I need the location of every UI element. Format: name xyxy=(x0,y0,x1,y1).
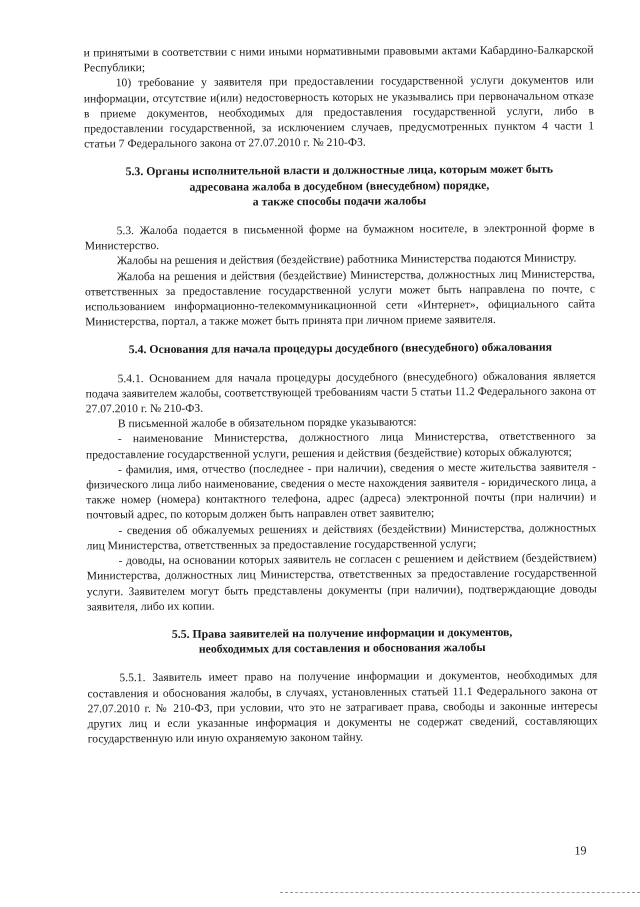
section-5-3-heading-line-2: адресована жалоба в досудебном (внесудебном) порядке, xyxy=(189,177,490,194)
list-item-ministry-name: - наименование Министерства, должностного лица Министерства, ответственного за предоставление государственной услуги, решения и действия (бездействие) которых обжалуются; xyxy=(85,429,596,462)
page-number: 19 xyxy=(574,843,587,858)
section-5-3-heading xyxy=(84,162,594,211)
paragraph-5-3-channels: Жалоба на решения и действия (бездействие) Министерства, должностных лиц Министерства, ответственных за предоставление государственной услуги может быть направлена по почте, с использованием информационно-телекоммуникационной сети «Интернет», официального сайта Министерства, портал, а также может быть принята при личном приеме заявителя. xyxy=(84,266,596,329)
list-item-applicant-details: - фамилия, имя, отчество (последнее - при наличии), сведения о месте жительства заявителя - физического лица либо наименование, сведения о месте нахождения заявителя - юридического лица, а также номер (номера) контактного телефона, адрес (адреса) электронной почты (при наличии) и почтовый адрес, по которым должен быть направлен ответ заявителю; xyxy=(86,460,597,522)
section-5-3-heading-line-3: а также способы подачи жалобы xyxy=(252,193,427,209)
section-5-3-heading-line-1: 5.3. Органы исполнительной власти и должностные лица, которым может быть xyxy=(125,161,554,179)
section-5-4-heading: 5.4. Основания для начала процедуры досудебного (внесудебного) обжалования xyxy=(128,340,553,357)
list-item-appealed-decisions: - сведения об обжалуемых решениях и действиях (бездействии) Министерства, должностных лиц Министерства, ответственных за предоставление государственной услуги; xyxy=(86,521,597,553)
section-5-5-heading-line-1: 5.5. Права заявителей на получение информации и документов, xyxy=(171,624,513,641)
section-5-5-heading xyxy=(87,624,597,658)
scan-edge-line xyxy=(280,892,640,894)
paragraph-5-4-1: 5.4.1. Основанием для начала процедуры досудебного (внесудебного) обжалования является подача заявителем жалобы, соответствующей требованиям части 5 статьи 11.2 Федерального закона от 27.07.2010 г. № 210-ФЗ. xyxy=(85,368,596,416)
paragraph-5-3-minister: Жалобы на решения и действия (бездействие) работника Министерства подаются Министру. xyxy=(116,251,577,268)
paragraph-complaint-contents: В письменной жалобе в обязательном порядке указываются: xyxy=(117,415,417,431)
paragraph-continuation: и принятыми в соответствии с ними иными нормативными правовыми актами Кабардино-Балкарской Республики; xyxy=(83,43,594,75)
paragraph-5-5-1: 5.5.1. Заявитель имеет право на получение информации и документов, необходимых для составления и обоснования жалобы, в случаях, установленных статьей 11.1 Федерального закона от 27.07.2010 г. № 210-ФЗ, при условии, что это не затрагивает права, свободы и законные интересы других лиц и если указанные информация и документы не содержат сведений, составляющих государственную или иную охраняемую законом тайну. xyxy=(87,668,598,746)
section-5-5-heading-line-2: необходимых для составления и обоснования жалобы xyxy=(198,640,486,656)
list-item-arguments: - доводы, на основании которых заявитель не согласен с решением и действием (бездействием) Министерства, должностных лиц Министерства, ответственных за предоставление государственной услуги. Заявителем могут быть представлены документы (при наличии), подтверждающие доводы заявителя, либо их копии. xyxy=(86,551,597,614)
paragraph-5-3: 5.3. Жалоба подается в письменной форме на бумажном носителе, в электронной форме в Министерство. xyxy=(84,221,595,253)
paragraph-item-10: 10) требование у заявителя при предоставлении государственной услуги документов или информации, отсутствие и(или) недостоверность которых не указывались при первоначальном отказе в приеме документов, необходимых для предоставления государственной услуги, либо в предоставлении государственной, за исключением случаев, предусмотренных пунктом 4 части 1 статьи 7 Федерального закона от 27.07.2010 г. № 210-ФЗ. xyxy=(83,73,595,151)
